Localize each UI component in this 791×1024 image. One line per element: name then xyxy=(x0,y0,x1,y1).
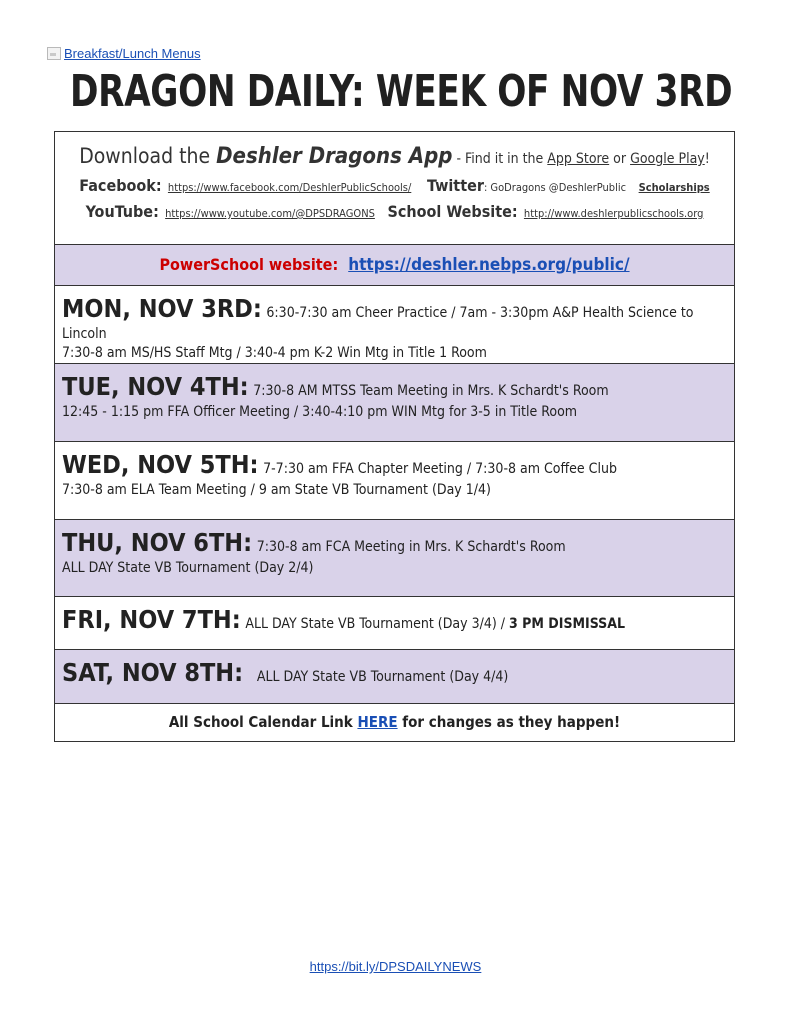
powerschool-label: PowerSchool website: xyxy=(159,255,339,274)
dismissal-notice: 3 PM DISMISSAL xyxy=(509,616,626,632)
calendar-text: All School Calendar Link xyxy=(168,713,358,731)
calendar-suffix-text: for changes as they happen! xyxy=(397,713,621,731)
youtube-label: YouTube: xyxy=(85,202,159,221)
event-line: 7-7:30 am FFA Chapter Meeting / 7:30-8 am Coffee Club xyxy=(263,461,617,477)
or-text: or xyxy=(609,151,631,167)
day-heading: FRI, NOV 7TH: xyxy=(62,605,241,634)
calendar-footer-row xyxy=(55,703,734,741)
facebook-label: Facebook: xyxy=(79,176,162,195)
daily-news-link[interactable]: https://bit.ly/DPSDAILYNEWS xyxy=(309,959,482,974)
event-line: ALL DAY State VB Tournament (Day 4/4) xyxy=(256,669,509,685)
bottom-link-wrapper xyxy=(0,959,791,974)
day-row-friday xyxy=(55,596,734,649)
day-heading: MON, NOV 3RD: xyxy=(62,294,262,323)
google-play-link[interactable]: Google Play xyxy=(630,151,705,167)
day-heading: SAT, NOV 8TH: xyxy=(62,658,244,687)
schedule-table xyxy=(54,131,735,742)
breakfast-lunch-menus-link[interactable]: Breakfast/Lunch Menus xyxy=(64,46,201,61)
scholarships-link[interactable]: Scholarships xyxy=(638,181,710,194)
exclamation-text: ! xyxy=(704,151,710,167)
event-line: 7:30-8 am FCA Meeting in Mrs. K Schardt's Room xyxy=(256,539,566,555)
twitter-label: Twitter xyxy=(427,176,484,195)
event-line: ALL DAY State VB Tournament (Day 3/4) / xyxy=(245,616,510,632)
event-line: 12:45 - 1:15 pm FFA Officer Meeting / 3:40-4:10 pm WIN Mtg for 3-5 in Title Room xyxy=(62,404,578,420)
youtube-link[interactable]: https://www.youtube.com/@DPSDRAGONS xyxy=(165,207,375,220)
powerschool-link[interactable]: https://deshler.nebps.org/public/ xyxy=(348,255,630,275)
youtube-website-line xyxy=(55,202,734,221)
broken-image-icon xyxy=(47,47,61,60)
day-row-saturday xyxy=(55,649,734,703)
day-heading: WED, NOV 5TH: xyxy=(62,450,259,479)
event-line: ALL DAY State VB Tournament (Day 2/4) xyxy=(62,560,314,576)
page-title: DRAGON DAILY: WEEK OF NOV 3RD xyxy=(70,66,733,117)
facebook-link[interactable]: https://www.facebook.com/DeshlerPublicSchools/ xyxy=(167,181,412,194)
event-line: 7:30-8 am MS/HS Staff Mtg / 3:40-4 pm K-2 Win Mtg in Title 1 Room xyxy=(62,345,487,361)
day-heading: THU, NOV 6TH: xyxy=(62,528,253,557)
school-website-label: School Website: xyxy=(387,202,518,221)
day-row-thursday xyxy=(55,519,734,596)
social-line xyxy=(55,176,734,195)
menus-link-wrapper xyxy=(47,46,201,61)
event-line: 6:30-7:30 am Cheer Practice / 7am - 3:30pm A&P Health Science to Lincoln xyxy=(62,305,694,342)
event-line: 7:30-8 AM MTSS Team Meeting in Mrs. K Schardt's Room xyxy=(253,383,609,399)
app-name: Deshler Dragons App xyxy=(216,144,453,169)
day-row-wednesday xyxy=(55,441,734,519)
event-line: 7:30-8 am ELA Team Meeting / 9 am State VB Tournament (Day 1/4) xyxy=(62,482,491,498)
download-text: Download the xyxy=(79,144,217,168)
app-store-link[interactable]: App Store xyxy=(547,151,610,167)
info-header-row xyxy=(55,132,734,244)
twitter-handle: : GoDragons @DeshlerPublic xyxy=(483,181,627,194)
app-download-line xyxy=(55,144,734,169)
school-website-link[interactable]: http://www.deshlerpublicschools.org xyxy=(523,207,704,220)
find-text: - Find it in the xyxy=(452,151,548,167)
powerschool-row xyxy=(55,244,734,285)
day-row-tuesday xyxy=(55,363,734,441)
calendar-here-link[interactable]: HERE xyxy=(357,713,398,731)
day-heading: TUE, NOV 4TH: xyxy=(62,372,249,401)
day-row-monday xyxy=(55,285,734,363)
